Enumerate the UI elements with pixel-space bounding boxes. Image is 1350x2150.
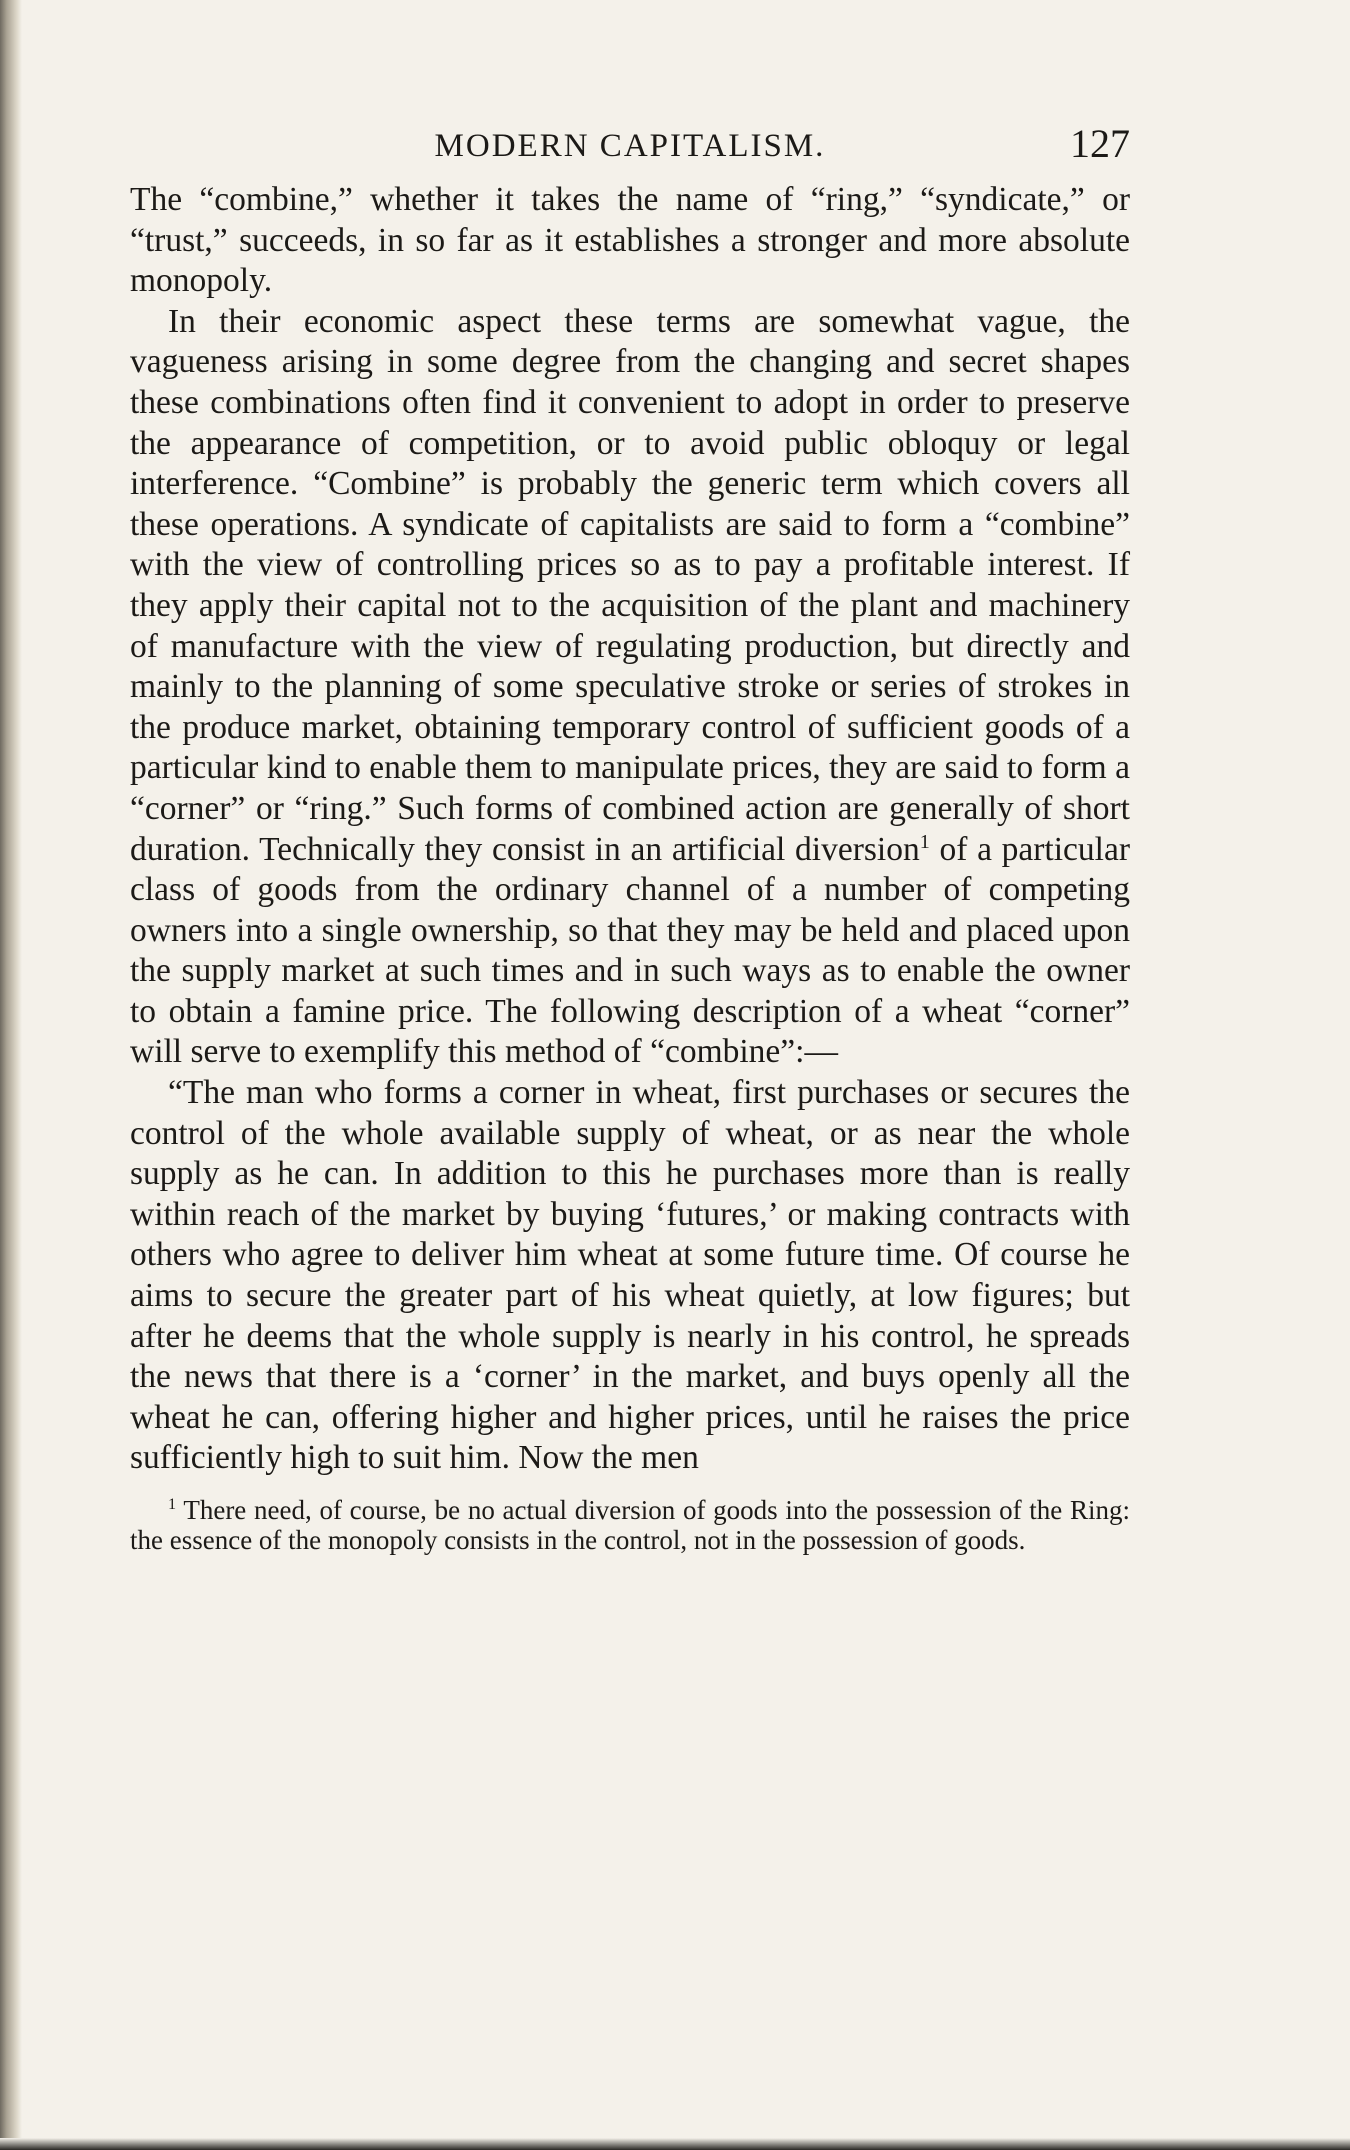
book-page: [130, 120, 1130, 1555]
paragraph-2: [130, 302, 1130, 1073]
paragraph-2-text-a: In their economic aspect these terms are somewhat vague, the vagueness arising in some degree from the changing and secret shapes these combinations often find it convenient to adopt in order to preserve the appearance of competition, or to avoid public obloquy or legal interference. “Combine” is probably the generic term which covers all these operations. A syndicate of capitalists are said to form a “combine” with the view of controlling prices so as to pay a profitable interest. If they apply their capital not to the acquisition of the plant and machinery of manufacture with the view of regulating production, but directly and mainly to the planning of some speculative stroke or series of strokes in the produce market, obtaining temporary control of sufficient goods of a particular kind to enable them to manipulate prices, they are said to form a “corner” or “ring.” Such forms of combined action are generally of short duration. Technically they consist in an artificial diversion: [130, 302, 1130, 868]
page-binding-edge: [0, 0, 22, 2150]
paragraph-3-text: “The man who forms a corner in wheat, first purchases or secures the control of the whole available supply of wheat, or as near the whole supply as he can. In addition to this he purchases more than is really within reach of the market by buying ‘futures,’ or making contracts with others who agree to deliver him wheat at some future time. Of course he aims to secure the greater part of his wheat quietly, at low figures; but after he deems that the whole supply is nearly in his control, he spreads the news that there is a ‘corner’ in the market, and buys openly all the wheat he can, offering higher and higher prices, until he raises the price sufficiently high to suit him. Now the men: [130, 1074, 1130, 1477]
footnote-marker: 1: [168, 1495, 177, 1513]
paragraph-2-text-b: of a particular class of goods from the ordinary channel of a number of competing owners into a single ownership, so that they may be held and placed upon the supply market at such times and in such ways as to enable the owner to obtain a famine price. The following description of a wheat “corner” will serve to exemplify this method of “combine”:—: [130, 830, 1130, 1071]
page-bottom-edge: [0, 2138, 1350, 2150]
paragraph-3: [130, 1073, 1130, 1479]
body-text: [130, 180, 1130, 1479]
paragraph-1-text: The “combine,” whether it takes the name of “ring,” “syndicate,” or “trust,” succeeds, in so far as it establishes a stronger and more absolute monopoly.: [130, 181, 1130, 300]
running-head: [130, 120, 1130, 180]
footnotes: [130, 1495, 1130, 1555]
page-number: 127: [1070, 121, 1130, 166]
footnote-reference: 1: [919, 830, 930, 853]
paragraph-1: [130, 180, 1130, 302]
footnote-text: There need, of course, be no actual diversion of goods into the possession of the Ring: the essence of the monopoly consists in the control, not in the possession of goods.: [130, 1495, 1131, 1555]
running-title: MODERN CAPITALISM.: [434, 128, 826, 164]
footnote-1: [130, 1495, 1130, 1555]
